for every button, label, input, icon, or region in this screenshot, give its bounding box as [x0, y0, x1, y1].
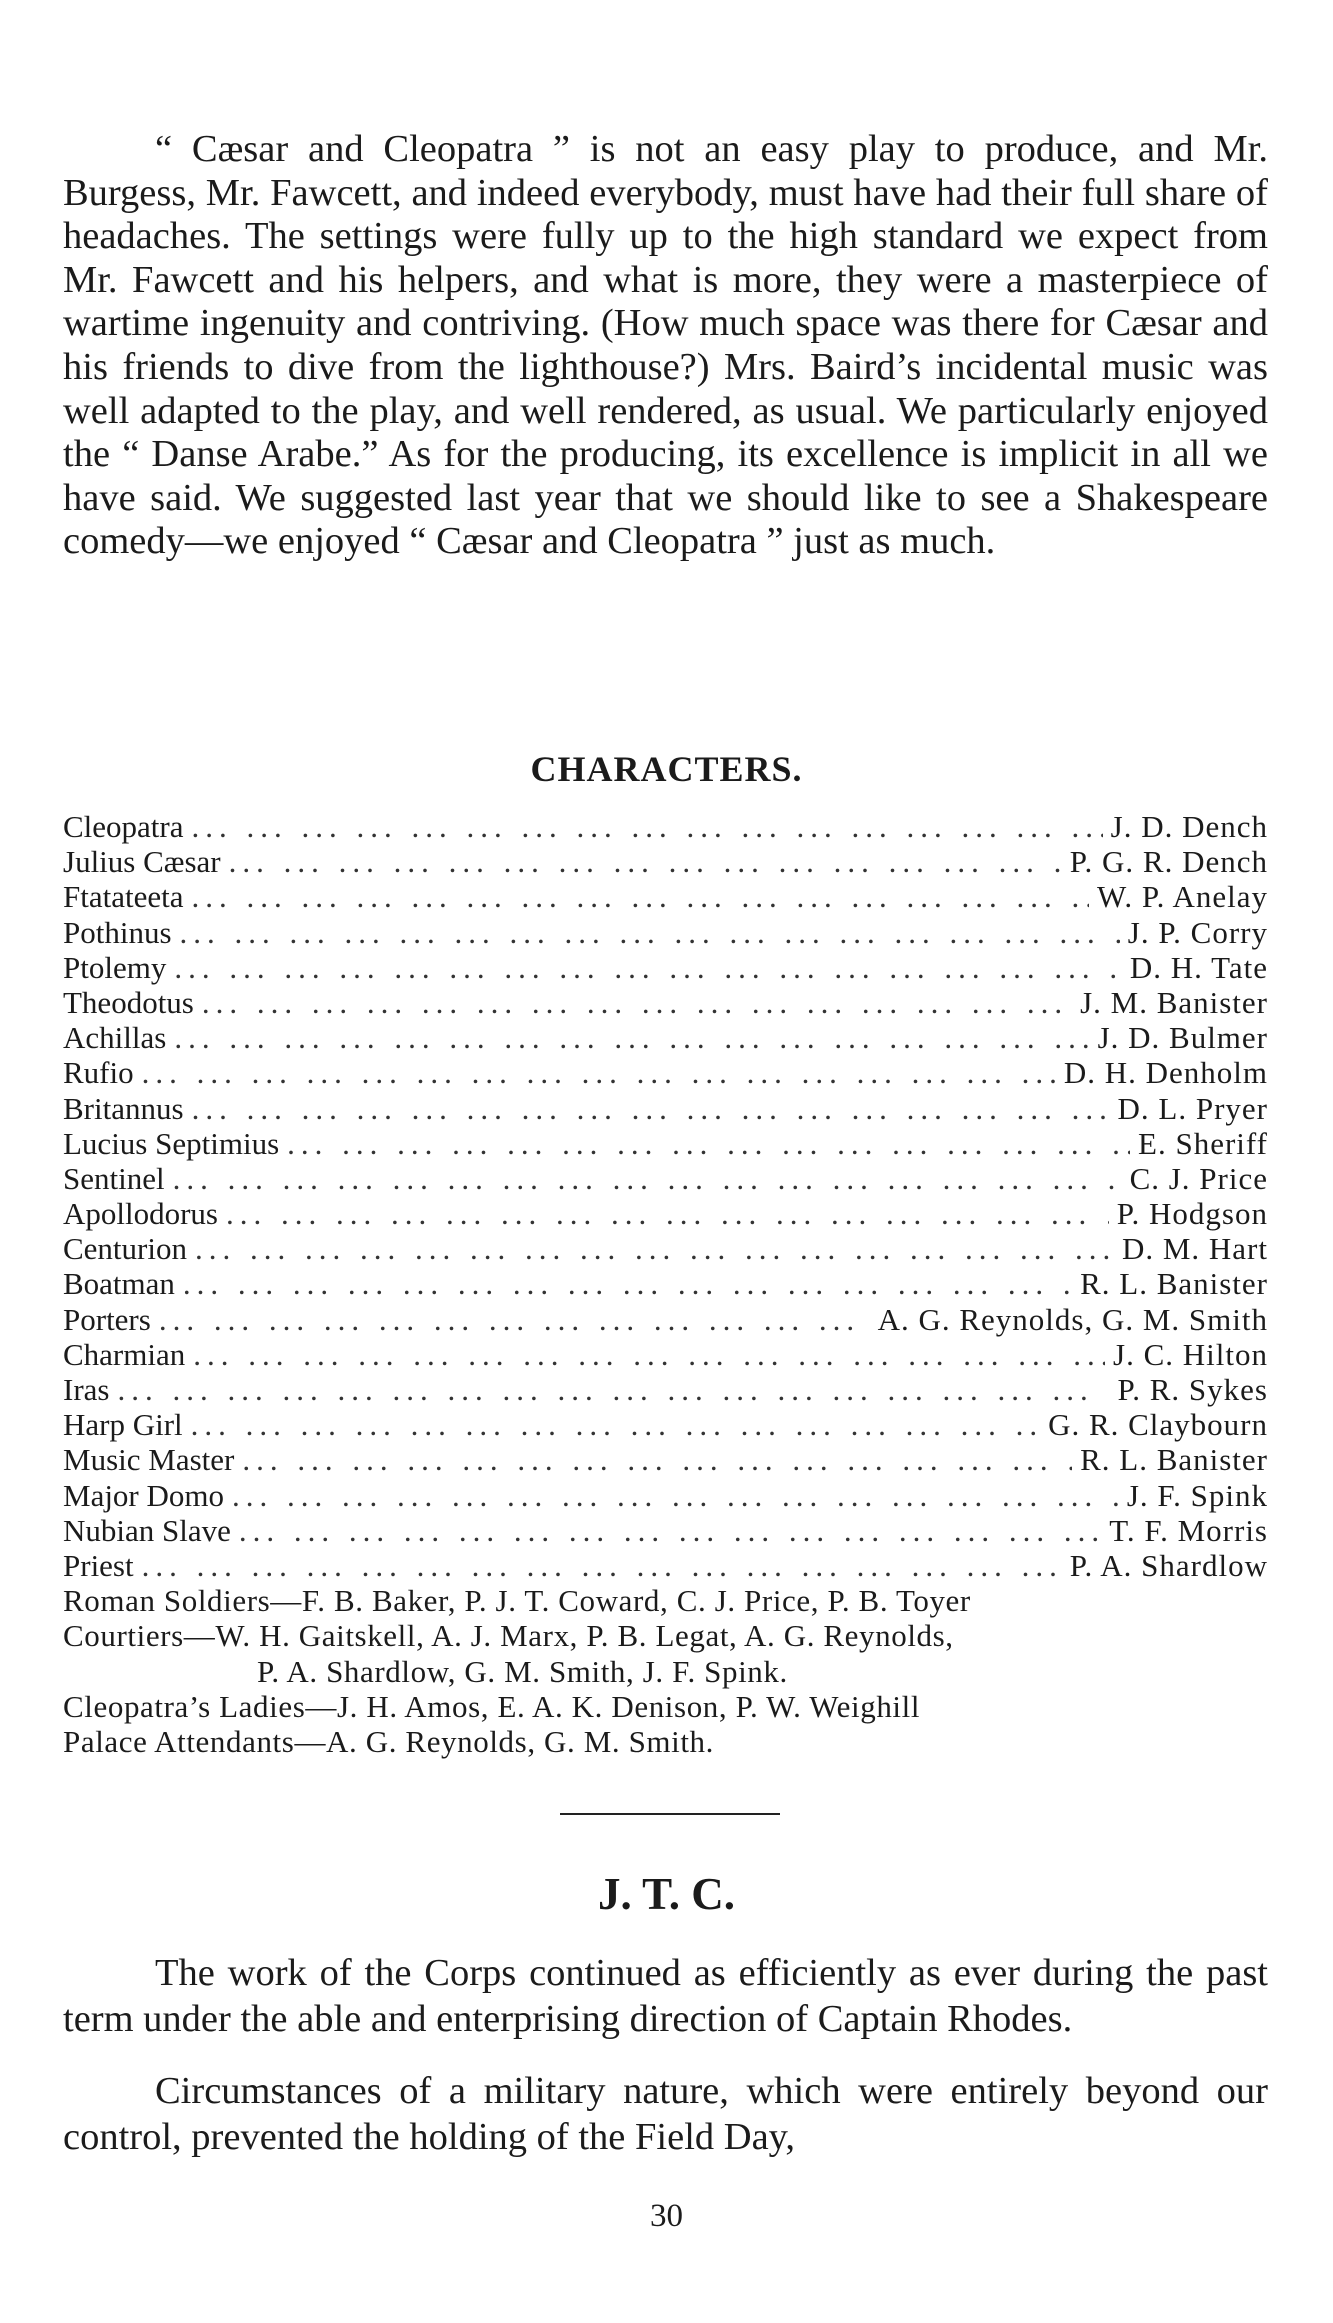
leader-dots	[192, 1091, 1110, 1126]
cast-list	[63, 809, 1268, 1759]
jtc-paragraph-2: Circumstances of a military nature, which were entirely beyond our control, prevented the holding of the Field Day,	[63, 2070, 1268, 2158]
actor-name: G. R. Claybourn	[1048, 1407, 1268, 1443]
leader-dots	[183, 1266, 1072, 1301]
courtiers-line-1: Courtiers—W. H. Gaitskell, A. J. Marx, P. B. Legat, A. G. Reynolds,	[63, 1618, 954, 1654]
section-divider	[560, 1813, 780, 1815]
role-name: Iras	[63, 1372, 110, 1407]
role-name: Sentinel	[63, 1160, 165, 1196]
cast-row	[63, 1161, 1268, 1196]
leader-dots	[117, 1372, 1109, 1407]
leader-dots	[174, 1020, 1089, 1055]
leader-dots	[142, 1055, 1056, 1090]
cast-row	[63, 1020, 1268, 1055]
cast-row	[63, 1126, 1268, 1161]
cast-row	[63, 1302, 1268, 1337]
leader-dots	[242, 1442, 1072, 1477]
leader-dots	[239, 1513, 1101, 1548]
cast-row	[63, 985, 1268, 1020]
review-paragraph: “ Cæsar and Cleopatra ” is not an easy play to produce, and Mr. Burgess, Mr. Fawcett, and indeed everybody, must have had their full share of headaches. The settings were fully up to the high standard we expect from Mr. Fawcett and his helpers, and what is more, they were a masterpiece of wartime ingenuity and contriving. (How much space was there for Cæsar and his friends to dive from the lighthouse?) Mrs. Baird’s incidental music was well adapted to the play, and well rendered, as usual. We particularly enjoyed the “ Danse Arabe.” As for the producing, its excellence is implicit in all we have said. We suggested last year that we should like to see a Shakespeare comedy—we enjoyed “ Cæsar and Cleopatra ” just as much.	[63, 128, 1268, 563]
actor-name: J. D. Dench	[1110, 809, 1268, 844]
cast-row	[63, 809, 1268, 844]
page-number: 30	[650, 2198, 683, 2234]
role-name: Centurion	[63, 1231, 187, 1267]
actor-name: D. H. Tate	[1129, 949, 1268, 985]
actor-name: P. G. R. Dench	[1069, 844, 1268, 880]
actor-name: C. J. Price	[1129, 1160, 1268, 1196]
cast-row	[63, 1266, 1268, 1301]
leader-dots	[180, 915, 1120, 950]
cast-row	[63, 879, 1268, 914]
cast-row	[63, 1231, 1268, 1266]
leader-dots	[195, 1231, 1114, 1266]
jtc-heading: J. T. C.	[597, 1869, 736, 1919]
actor-name: J. D. Bulmer	[1097, 1020, 1268, 1056]
role-name: Ftatateeta	[63, 879, 184, 915]
cast-row	[63, 1442, 1268, 1477]
role-name: Boatman	[63, 1266, 175, 1302]
review-paragraph-block	[63, 128, 1268, 564]
group-courtiers	[63, 1618, 1268, 1688]
group-cleopatras-ladies: Cleopatra’s Ladies—J. H. Amos, E. A. K. Denison, P. W. Weighill	[63, 1688, 921, 1724]
leader-dots	[232, 1478, 1119, 1513]
leader-dots	[173, 1161, 1122, 1196]
role-name: Apollodorus	[63, 1196, 218, 1232]
characters-heading: CHARACTERS.	[530, 749, 803, 789]
role-name: Pothinus	[63, 914, 172, 950]
role-name: Ptolemy	[63, 949, 167, 985]
leader-dots	[142, 1548, 1062, 1583]
cast-row	[63, 915, 1268, 950]
role-name: Achillas	[63, 1020, 167, 1056]
courtiers-line-2: P. A. Shardlow, G. M. Smith, J. F. Spink.	[257, 1653, 788, 1689]
role-name: Lucius Septimius	[63, 1125, 280, 1161]
leader-dots	[229, 844, 1062, 879]
role-name: Cleopatra	[63, 809, 184, 844]
role-name: Music Master	[63, 1442, 235, 1478]
role-name: Major Domo	[63, 1477, 225, 1513]
actor-name: J. F. Spink	[1126, 1477, 1268, 1513]
cast-row	[63, 1513, 1268, 1548]
role-name: Theodotus	[63, 984, 194, 1020]
role-name: Julius Cæsar	[63, 844, 221, 880]
cast-row	[63, 1548, 1268, 1583]
actor-name: R. L. Banister	[1080, 1442, 1268, 1478]
role-name: Nubian Slave	[63, 1512, 231, 1548]
cast-row	[63, 1478, 1268, 1513]
actor-name: P. R. Sykes	[1117, 1372, 1268, 1407]
leader-dots	[159, 1302, 870, 1337]
leader-dots	[192, 809, 1103, 844]
actor-name: T. F. Morris	[1109, 1512, 1268, 1548]
actor-name: W. P. Anelay	[1096, 879, 1268, 915]
actor-name: D. H. Denholm	[1063, 1055, 1268, 1091]
actor-name: P. A. Shardlow	[1069, 1547, 1268, 1583]
group-palace-attendants: Palace Attendants—A. G. Reynolds, G. M. Smith.	[63, 1723, 715, 1759]
actor-name: J. M. Banister	[1080, 984, 1268, 1020]
cast-row	[63, 950, 1268, 985]
actor-name: D. M. Hart	[1121, 1231, 1268, 1267]
role-name: Charmian	[63, 1336, 186, 1372]
jtc-paragraph-1: The work of the Corps continued as efficiently as ever during the past term under the able and enterprising direction of Captain Rhodes.	[63, 1952, 1268, 2040]
jtc-section	[63, 1950, 1268, 2186]
cast-row	[63, 1196, 1268, 1231]
role-name: Rufio	[63, 1055, 134, 1091]
cast-row	[63, 844, 1268, 879]
leader-dots	[226, 1196, 1109, 1231]
cast-row	[63, 1055, 1268, 1090]
actor-name: D. L. Pryer	[1117, 1090, 1268, 1126]
cast-row	[63, 1372, 1268, 1407]
role-name: Priest	[63, 1547, 134, 1583]
role-name: Britannus	[63, 1090, 184, 1126]
actor-name: A. G. Reynolds, G. M. Smith	[877, 1301, 1268, 1337]
role-name: Porters	[63, 1301, 151, 1337]
actor-name: J. C. Hilton	[1113, 1336, 1268, 1372]
group-roman-soldiers: Roman Soldiers—F. B. Baker, P. J. T. Coward, C. J. Price, P. B. Toyer	[63, 1583, 971, 1619]
leader-dots	[192, 879, 1089, 914]
cast-row	[63, 1091, 1268, 1126]
cast-row	[63, 1337, 1268, 1372]
leader-dots	[202, 985, 1072, 1020]
actor-name: R. L. Banister	[1080, 1266, 1268, 1302]
leader-dots	[174, 950, 1122, 985]
cast-row	[63, 1407, 1268, 1442]
leader-dots	[191, 1407, 1040, 1442]
leader-dots	[193, 1337, 1105, 1372]
role-name: Harp Girl	[63, 1407, 183, 1443]
actor-name: E. Sheriff	[1138, 1125, 1268, 1161]
actor-name: P. Hodgson	[1116, 1196, 1268, 1232]
actor-name: J. P. Corry	[1127, 914, 1268, 950]
leader-dots	[287, 1126, 1130, 1161]
